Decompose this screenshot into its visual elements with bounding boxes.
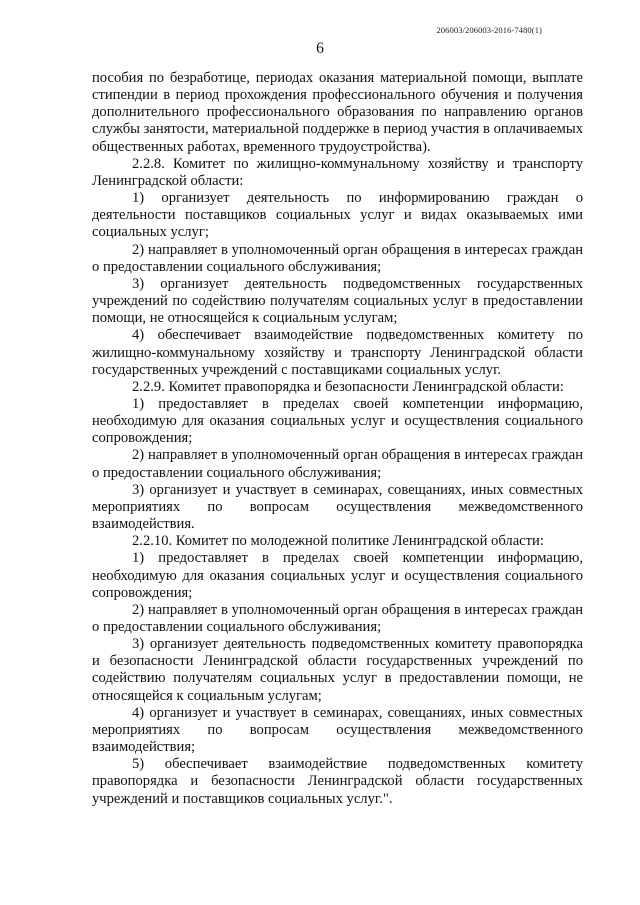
list-item: 1) предоставляет в пределах своей компетенции информацию, необходимую для оказания социальных услуг и осуществления социального сопровождения; — [92, 395, 583, 447]
section-heading: 2.2.10. Комитет по молодежной политике Ленинградской области: — [132, 533, 544, 550]
list-item: 3) организует деятельность подведомственных государственных учреждений по содействию получателям социальных услуг в предоставлении помощи, не относящейся к социальным услугам; — [92, 275, 583, 327]
list-item: 3) организует деятельность подведомственных комитету правопорядка и безопасности Ленинградской области государственных учреждений по содействию получателям социальных услуг в предоставлении помощи, не относящейся к социальным услугам; — [92, 636, 583, 704]
list-item: 2) направляет в уполномоченный орган обращения в интересах граждан о предоставлении социального обслуживания; — [92, 601, 583, 635]
list-item: 2) направляет в уполномоченный орган обращения в интересах граждан о предоставлении социального обслуживания; — [92, 241, 583, 275]
section-heading: 2.2.9. Комитет правопорядка и безопасности Ленинградской области: — [132, 378, 564, 395]
document-body — [92, 70, 583, 808]
list-item: 4) обеспечивает взаимодействие подведомственных комитету по жилищно-коммунальному хозяйству и транспорту Ленинградской области государственных учреждений с поставщиками социальных услуг. — [92, 327, 583, 378]
list-item: 5) обеспечивает взаимодействие подведомственных комитету правопорядка и безопасности Ленинградской области государственных учреждений и поставщиков социальных услуг.". — [92, 756, 583, 807]
page-number: 6 — [316, 40, 324, 57]
list-item: 2) направляет в уполномоченный орган обращения в интересах граждан о предоставлении социального обслуживания; — [92, 447, 583, 481]
list-item: 1) предоставляет в пределах своей компетенции информацию, необходимую для оказания социальных услуг и осуществления социального сопровождения; — [92, 550, 583, 601]
document-id: 206003/206003-2016-7480(1) — [436, 25, 542, 35]
section-heading: 2.2.8. Комитет по жилищно-коммунальному хозяйству и транспорту Ленинградской области: — [92, 155, 583, 189]
list-item: 4) организует и участвует в семинарах, совещаниях, иных совместных мероприятиях по вопросам осуществления межведомственного взаимодействия; — [92, 704, 583, 756]
list-item: 3) организует и участвует в семинарах, совещаниях, иных совместных мероприятиях по вопросам осуществления межведомственного взаимодействия. — [92, 481, 583, 533]
list-item: 1) организует деятельность по информированию граждан о деятельности поставщиков социальных услуг и видах оказываемых ими социальных услуг; — [92, 190, 583, 241]
paragraph: пособия по безработице, периодах оказания материальной помощи, выплате стипендии в период прохождения профессионального обучения и получения дополнительного профессионального образования по направлению органов службы занятости, материальной поддержке в период участия в оплачиваемых общественных работах, временного трудоустройства). — [92, 70, 583, 155]
